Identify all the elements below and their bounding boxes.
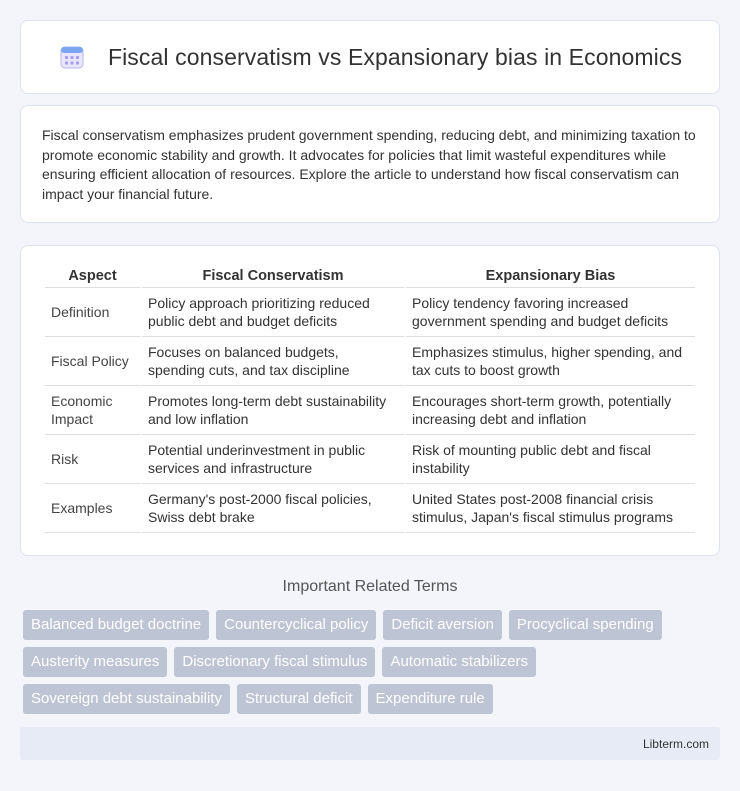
intro-card: [20, 105, 720, 223]
aspect-cell: Risk: [45, 435, 140, 484]
related-term-tag[interactable]: Sovereign debt sustainability: [23, 684, 230, 714]
related-term-tag[interactable]: Expenditure rule: [368, 684, 493, 714]
aspect-cell: Fiscal Policy: [45, 337, 140, 386]
table-row: [45, 337, 695, 386]
related-term-tag[interactable]: Balanced budget doctrine: [23, 610, 209, 640]
fiscal-conservatism-cell: Focuses on balanced budgets, spending cuts, and tax discipline: [142, 337, 404, 386]
intro-text: Fiscal conservatism emphasizes prudent government spending, reducing debt, and minimizing taxation to promote economic stability and growth. It advocates for policies that limit wasteful expenditures while ensuring efficient allocation of resources. Explore the article to understand how fiscal conservatism can impact your financial future.: [42, 127, 696, 202]
related-term-tag[interactable]: Austerity measures: [23, 647, 167, 677]
related-term-tag[interactable]: Automatic stabilizers: [382, 647, 536, 677]
comparison-table: [43, 266, 697, 533]
related-terms-list: [23, 610, 723, 721]
table-row: [45, 386, 695, 435]
expansionary-bias-cell: Policy tendency favoring increased government spending and budget deficits: [406, 288, 695, 337]
header-expansionary-bias: Expansionary Bias: [406, 266, 695, 288]
table-row: [45, 435, 695, 484]
header-aspect: Aspect: [45, 266, 140, 288]
tag-row: [23, 647, 723, 677]
aspect-cell: Examples: [45, 484, 140, 533]
header-fiscal-conservatism: Fiscal Conservatism: [142, 266, 404, 288]
related-terms-title: Important Related Terms: [282, 578, 458, 595]
expansionary-bias-cell: Emphasizes stimulus, higher spending, and tax cuts to boost growth: [406, 337, 695, 386]
related-term-tag[interactable]: Deficit aversion: [383, 610, 502, 640]
related-term-tag[interactable]: Procyclical spending: [509, 610, 662, 640]
calendar-icon: [58, 43, 86, 71]
expansionary-bias-cell: Risk of mounting public debt and fiscal instability: [406, 435, 695, 484]
footer-brand-link[interactable]: Libterm.com: [642, 737, 709, 751]
fiscal-conservatism-cell: Germany's post-2000 fiscal policies, Swiss debt brake: [142, 484, 404, 533]
header-card: [20, 20, 720, 94]
table-header-row: [45, 266, 695, 288]
related-term-tag[interactable]: Countercyclical policy: [216, 610, 376, 640]
tag-row: [23, 610, 723, 640]
table-row: [45, 288, 695, 337]
comparison-table-card: [20, 245, 720, 556]
related-term-tag[interactable]: Discretionary fiscal stimulus: [174, 647, 375, 677]
page-title: Fiscal conservatism vs Expansionary bias in Economics: [107, 43, 683, 70]
expansionary-bias-cell: United States post-2008 financial crisis stimulus, Japan's fiscal stimulus programs: [406, 484, 695, 533]
related-term-tag[interactable]: Structural deficit: [237, 684, 361, 714]
fiscal-conservatism-cell: Potential underinvestment in public services and infrastructure: [142, 435, 404, 484]
expansionary-bias-cell: Encourages short-term growth, potentially increasing debt and inflation: [406, 386, 695, 435]
table-row: [45, 484, 695, 533]
fiscal-conservatism-cell: Promotes long-term debt sustainability and low inflation: [142, 386, 404, 435]
aspect-cell: Economic Impact: [45, 386, 140, 435]
fiscal-conservatism-cell: Policy approach prioritizing reduced public debt and budget deficits: [142, 288, 404, 337]
tag-row: [23, 684, 723, 714]
footer: [20, 727, 720, 760]
aspect-cell: Definition: [45, 288, 140, 337]
